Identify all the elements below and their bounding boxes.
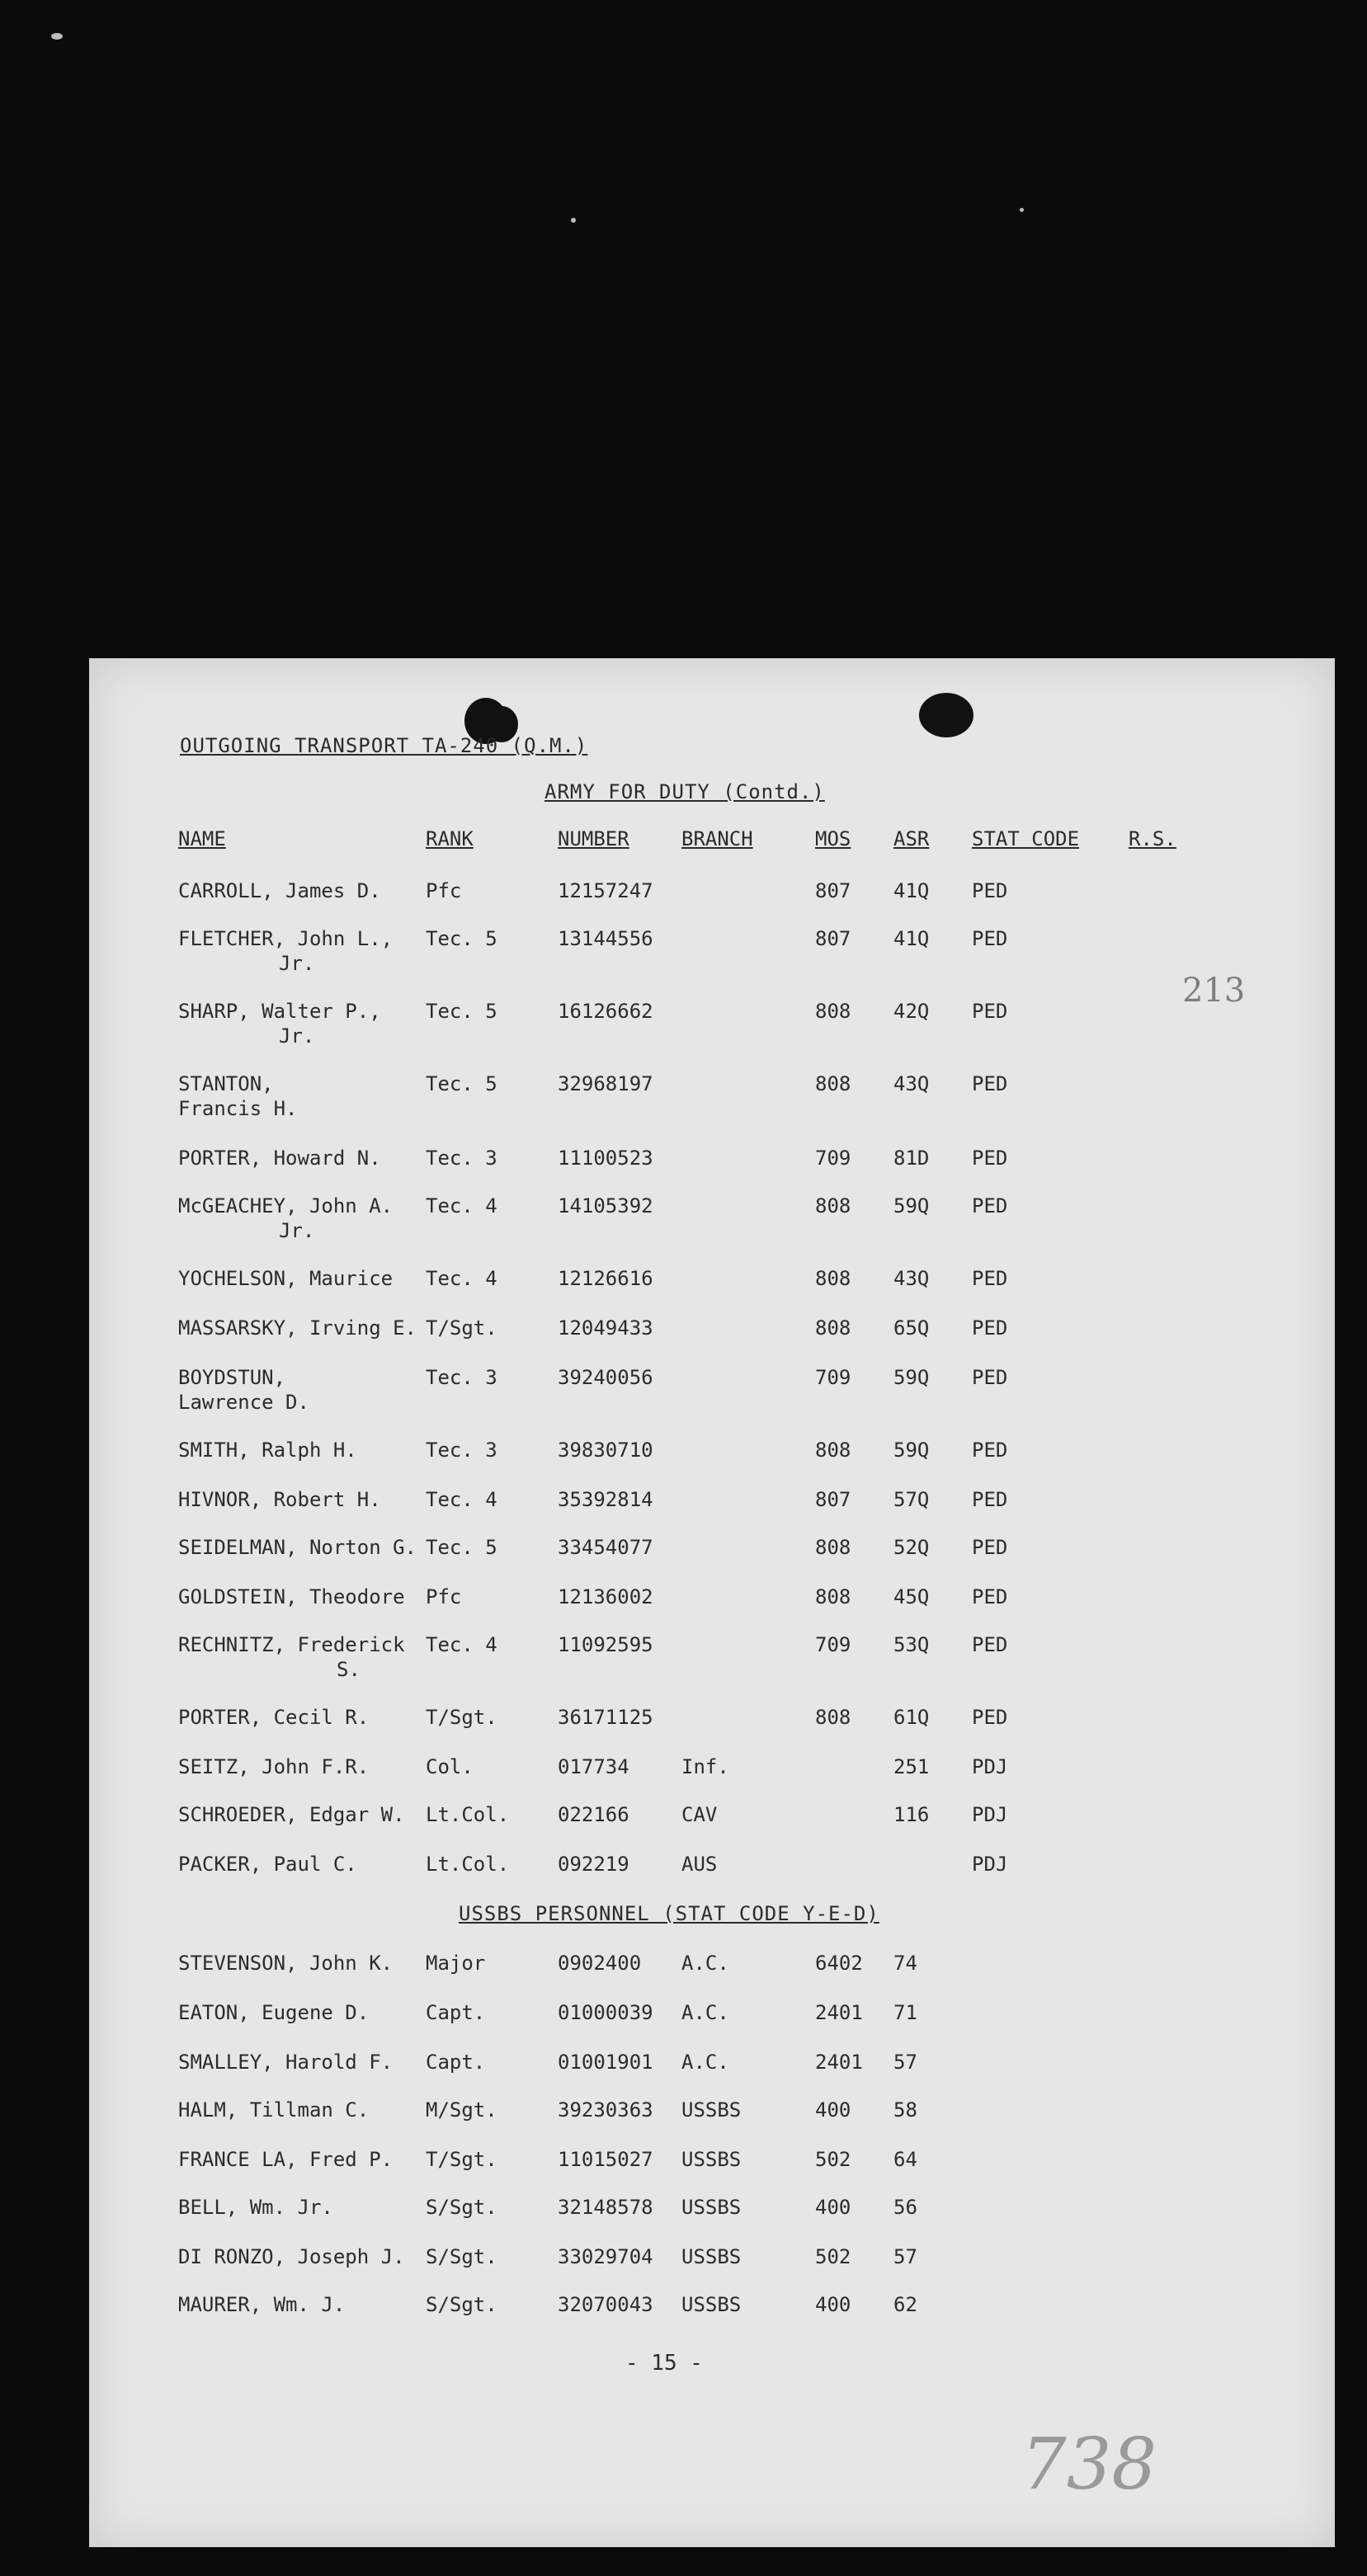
mos: 807	[815, 879, 851, 902]
table-row	[89, 1488, 1244, 1538]
rank: Tec. 4	[426, 1267, 497, 1290]
document-page	[89, 658, 1335, 2547]
serial-number: 01001901	[558, 2051, 653, 2074]
stat-code: PED	[972, 927, 1008, 950]
stat-code: PED	[972, 1000, 1008, 1023]
mos: 807	[815, 927, 851, 950]
stat-code: PED	[972, 1488, 1008, 1511]
person-name: MAURER, Wm. J.	[178, 2293, 346, 2316]
asr: 42Q	[893, 1000, 930, 1023]
branch: Inf.	[681, 1755, 729, 1778]
rank: T/Sgt.	[426, 1706, 497, 1729]
person-name: BELL, Wm. Jr.	[178, 2196, 333, 2219]
asr: 41Q	[893, 927, 930, 950]
mos: 808	[815, 1072, 851, 1095]
rank: Lt.Col.	[426, 1803, 510, 1826]
branch: USSBS	[681, 2098, 742, 2122]
serial-number: 33454077	[558, 1536, 653, 1559]
table-row	[89, 2148, 1244, 2197]
rank: Tec. 5	[426, 1072, 497, 1095]
rank: T/Sgt.	[426, 2148, 497, 2171]
serial-number: 12049433	[558, 1316, 653, 1340]
person-name-cont: Jr.	[279, 1024, 315, 1048]
branch: USSBS	[681, 2196, 742, 2219]
mos: 808	[815, 1536, 851, 1559]
mos: 709	[815, 1633, 851, 1656]
branch: A.C.	[681, 2051, 729, 2074]
mos: 400	[815, 2098, 851, 2122]
col-number: NUMBER	[558, 827, 629, 850]
asr: 81D	[893, 1147, 930, 1170]
asr: 53Q	[893, 1633, 930, 1656]
section-heading: ARMY FOR DUTY (Contd.)	[544, 780, 825, 803]
col-name: NAME	[178, 827, 226, 850]
person-name: PORTER, Howard N.	[178, 1147, 381, 1170]
stat-code: PED	[972, 1439, 1008, 1462]
serial-number: 39830710	[558, 1439, 653, 1462]
mos: 808	[815, 1194, 851, 1217]
asr: 57	[893, 2245, 917, 2268]
person-name: STANTON,	[178, 1072, 274, 1095]
person-name: FRANCE LA, Fred P.	[178, 2148, 394, 2171]
rank: Tec. 5	[426, 927, 497, 950]
mos: 808	[815, 1000, 851, 1023]
person-name: McGEACHEY, John A.	[178, 1194, 394, 1217]
person-name: PACKER, Paul C.	[178, 1853, 357, 1876]
serial-number: 14105392	[558, 1194, 653, 1217]
table-row	[89, 1755, 1244, 1805]
col-asr: ASR	[893, 827, 930, 850]
branch: CAV	[681, 1803, 718, 1826]
stat-code: PED	[972, 1536, 1008, 1559]
col-rank: RANK	[426, 827, 474, 850]
rank: Capt.	[426, 2001, 486, 2024]
asr: 45Q	[893, 1585, 930, 1608]
mos: 6402	[815, 1952, 863, 1975]
serial-number: 11100523	[558, 1147, 653, 1170]
person-name-cont: Lawrence D.	[178, 1391, 309, 1414]
serial-number: 35392814	[558, 1488, 653, 1511]
asr: 65Q	[893, 1316, 930, 1340]
stat-code: PDJ	[972, 1853, 1008, 1876]
asr: 43Q	[893, 1072, 930, 1095]
ussbs-section-heading: USSBS PERSONNEL (STAT CODE Y-E-D)	[459, 1902, 879, 1925]
mos: 2401	[815, 2001, 863, 2024]
stat-code: PED	[972, 879, 1008, 902]
person-name: SHARP, Walter P.,	[178, 1000, 381, 1023]
asr: 62	[893, 2293, 917, 2316]
person-name: PORTER, Cecil R.	[178, 1706, 370, 1729]
table-row	[89, 2098, 1244, 2148]
rank: Tec. 3	[426, 1147, 497, 1170]
person-name: GOLDSTEIN, Theodore	[178, 1585, 405, 1608]
mos: 808	[815, 1585, 851, 1608]
mos: 2401	[815, 2051, 863, 2074]
person-name: SCHROEDER, Edgar W.	[178, 1803, 405, 1826]
mos: 807	[815, 1488, 851, 1511]
serial-number: 12157247	[558, 879, 653, 902]
serial-number: 36171125	[558, 1706, 653, 1729]
rank: Pfc	[426, 879, 462, 902]
asr: 57Q	[893, 1488, 930, 1511]
rank: M/Sgt.	[426, 2098, 497, 2122]
stat-code: PED	[972, 1267, 1008, 1290]
person-name: MASSARSKY, Irving E.	[178, 1316, 417, 1340]
mos: 709	[815, 1366, 851, 1389]
table-row	[89, 1706, 1244, 1755]
asr: 59Q	[893, 1194, 930, 1217]
rank: S/Sgt.	[426, 2293, 497, 2316]
rank: Tec. 5	[426, 1000, 497, 1023]
margin-annotation: 213	[1182, 972, 1246, 1010]
stat-code: PDJ	[972, 1755, 1008, 1778]
stat-code: PED	[972, 1072, 1008, 1095]
stat-code: PED	[972, 1147, 1008, 1170]
stat-code: PDJ	[972, 1803, 1008, 1826]
table-row	[89, 2245, 1244, 2295]
table-row	[89, 1585, 1244, 1635]
rank: Tec. 4	[426, 1488, 497, 1511]
speck	[571, 218, 576, 223]
serial-number: 11092595	[558, 1633, 653, 1656]
mos: 808	[815, 1439, 851, 1462]
asr: 61Q	[893, 1706, 930, 1729]
serial-number: 12126616	[558, 1267, 653, 1290]
branch: A.C.	[681, 1952, 729, 1975]
table-row	[89, 1147, 1244, 1196]
person-name: SMALLEY, Harold F.	[178, 2051, 394, 2074]
asr: 74	[893, 1952, 917, 1975]
asr: 43Q	[893, 1267, 930, 1290]
asr: 59Q	[893, 1439, 930, 1462]
page-number: - 15 -	[625, 2351, 703, 2376]
stat-code: PED	[972, 1366, 1008, 1389]
document-title: OUTGOING TRANSPORT TA-240 (Q.M.)	[180, 734, 588, 757]
table-row	[89, 1803, 1244, 1853]
table-row	[89, 1194, 1244, 1244]
rank: T/Sgt.	[426, 1316, 497, 1340]
asr: 52Q	[893, 1536, 930, 1559]
speck	[1020, 208, 1024, 212]
serial-number: 16126662	[558, 1000, 653, 1023]
table-row	[89, 1267, 1244, 1316]
person-name: RECHNITZ, Frederick	[178, 1633, 405, 1656]
table-row	[89, 1072, 1244, 1122]
serial-number: 12136002	[558, 1585, 653, 1608]
asr: 251	[893, 1755, 930, 1778]
rank: Major	[426, 1952, 486, 1975]
serial-number: 32968197	[558, 1072, 653, 1095]
mos: 502	[815, 2148, 851, 2171]
person-name-cont: Jr.	[279, 952, 315, 975]
table-row	[89, 1853, 1244, 1902]
rank: Capt.	[426, 2051, 486, 2074]
stat-code: PED	[972, 1633, 1008, 1656]
person-name: SMITH, Ralph H.	[178, 1439, 357, 1462]
stat-code: PED	[972, 1585, 1008, 1608]
branch: USSBS	[681, 2245, 742, 2268]
handwritten-number: 738	[1021, 2423, 1157, 2506]
person-name-cont: S.	[337, 1658, 361, 1681]
serial-number: 022166	[558, 1803, 629, 1826]
col-branch: BRANCH	[681, 827, 753, 850]
asr: 116	[893, 1803, 930, 1826]
rank: S/Sgt.	[426, 2245, 497, 2268]
branch: USSBS	[681, 2148, 742, 2171]
branch: AUS	[681, 1853, 718, 1876]
table-row	[89, 1000, 1244, 1049]
rank: Tec. 4	[426, 1194, 497, 1217]
speck	[51, 33, 63, 40]
mos: 400	[815, 2196, 851, 2219]
branch: A.C.	[681, 2001, 729, 2024]
person-name: YOCHELSON, Maurice	[178, 1267, 394, 1290]
person-name: SEITZ, John F.R.	[178, 1755, 370, 1778]
asr: 59Q	[893, 1366, 930, 1389]
rank: Pfc	[426, 1585, 462, 1608]
table-row	[89, 927, 1244, 977]
mos: 808	[815, 1706, 851, 1729]
serial-number: 11015027	[558, 2148, 653, 2171]
mos: 502	[815, 2245, 851, 2268]
serial-number: 32148578	[558, 2196, 653, 2219]
table-row	[89, 2051, 1244, 2100]
rank: Tec. 3	[426, 1366, 497, 1389]
rank: Col.	[426, 1755, 474, 1778]
serial-number: 13144556	[558, 927, 653, 950]
table-row	[89, 879, 1244, 929]
person-name: HALM, Tillman C.	[178, 2098, 370, 2122]
rank: Lt.Col.	[426, 1853, 510, 1876]
person-name-cont: Francis H.	[178, 1097, 298, 1120]
asr: 56	[893, 2196, 917, 2219]
table-row	[89, 2001, 1244, 2051]
table-row	[89, 2293, 1244, 2343]
asr: 41Q	[893, 879, 930, 902]
stat-code: PED	[972, 1706, 1008, 1729]
serial-number: 017734	[558, 1755, 629, 1778]
branch: USSBS	[681, 2293, 742, 2316]
serial-number: 0902400	[558, 1952, 642, 1975]
asr: 58	[893, 2098, 917, 2122]
table-row	[89, 1439, 1244, 1488]
table-row	[89, 1952, 1244, 2001]
rank: Tec. 5	[426, 1536, 497, 1559]
rank: Tec. 4	[426, 1633, 497, 1656]
serial-number: 32070043	[558, 2293, 653, 2316]
serial-number: 33029704	[558, 2245, 653, 2268]
person-name: FLETCHER, John L.,	[178, 927, 394, 950]
rank: Tec. 3	[426, 1439, 497, 1462]
serial-number: 39230363	[558, 2098, 653, 2122]
asr: 64	[893, 2148, 917, 2171]
mos: 808	[815, 1316, 851, 1340]
serial-number: 39240056	[558, 1366, 653, 1389]
asr: 57	[893, 2051, 917, 2074]
table-row	[89, 1633, 1244, 1683]
rank: S/Sgt.	[426, 2196, 497, 2219]
person-name: STEVENSON, John K.	[178, 1952, 394, 1975]
ink-blot	[919, 693, 973, 737]
mos: 808	[815, 1267, 851, 1290]
person-name-cont: Jr.	[279, 1219, 315, 1242]
person-name: HIVNOR, Robert H.	[178, 1488, 381, 1511]
col-mos: MOS	[815, 827, 851, 850]
mos: 709	[815, 1147, 851, 1170]
col-stat-code: STAT CODE	[972, 827, 1080, 850]
serial-number: 092219	[558, 1853, 629, 1876]
person-name: DI RONZO, Joseph J.	[178, 2245, 405, 2268]
person-name: EATON, Eugene D.	[178, 2001, 370, 2024]
person-name: CARROLL, James D.	[178, 879, 381, 902]
stat-code: PED	[972, 1194, 1008, 1217]
col-rs: R.S.	[1129, 827, 1176, 850]
table-row	[89, 1536, 1244, 1585]
person-name: SEIDELMAN, Norton G.	[178, 1536, 417, 1559]
person-name: BOYDSTUN,	[178, 1366, 286, 1389]
table-row	[89, 1316, 1244, 1366]
asr: 71	[893, 2001, 917, 2024]
stat-code: PED	[972, 1316, 1008, 1340]
table-row	[89, 2196, 1244, 2245]
table-row	[89, 1366, 1244, 1415]
mos: 400	[815, 2293, 851, 2316]
serial-number: 01000039	[558, 2001, 653, 2024]
